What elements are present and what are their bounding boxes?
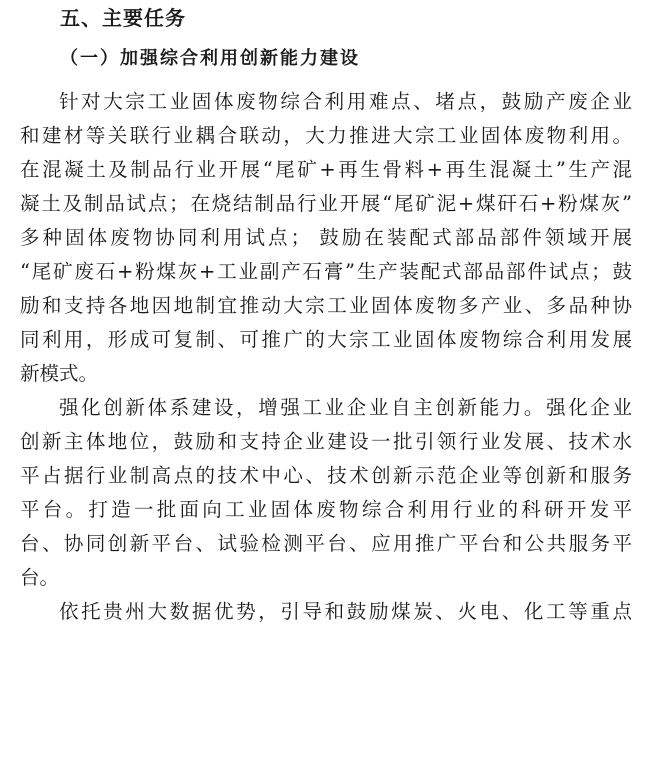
- text-line: “尾矿废石+粉煤灰+工业副产石膏”生产装配式部品部件试点；鼓: [20, 260, 632, 283]
- paragraph-2: [20, 391, 632, 595]
- text-line: 多种固体废物协同利用试点； 鼓励在装配式部品部件领域开展: [20, 226, 632, 249]
- text-line: 台。: [20, 566, 60, 589]
- paragraph-3: [20, 595, 632, 629]
- text-line: 凝土及制品试点；在烧结制品行业开展“尾矿泥+煤矸石+粉煤灰”: [20, 192, 632, 215]
- text-line: 同利用，形成可复制、可推广的大宗工业固体废物综合利用发展: [20, 328, 632, 351]
- document-body: [20, 85, 632, 629]
- text-line: 台、协同创新平台、试验检测平台、应用推广平台和公共服务平: [20, 532, 632, 555]
- text-line: 依托贵州大数据优势，引导和鼓励煤炭、火电、化工等重点: [59, 600, 632, 623]
- text-line: 励和支持各地因地制宜推动大宗工业固体废物多产业、多品种协: [20, 294, 632, 317]
- subsection-heading: （一）加强综合利用创新能力建设: [60, 48, 360, 69]
- section-heading: 五、主要任务: [60, 6, 186, 30]
- text-line: 平占据行业制高点的技术中心、技术创新示范企业等创新和服务: [20, 464, 632, 487]
- paragraph-1: [20, 85, 632, 391]
- text-line: 新模式。: [20, 362, 99, 385]
- text-line: 平台。打造一批面向工业固体废物综合利用行业的科研开发平: [20, 498, 632, 521]
- text-line: 创新主体地位，鼓励和支持企业建设一批引领行业发展、技术水: [20, 430, 632, 453]
- text-line: 和建材等关联行业耦合联动，大力推进大宗工业固体废物利用。: [20, 124, 632, 147]
- text-line: 强化创新体系建设，增强工业企业自主创新能力。强化企业: [59, 396, 632, 419]
- text-line: 针对大宗工业固体废物综合利用难点、堵点，鼓励产废企业: [59, 90, 632, 113]
- text-line: 在混凝土及制品行业开展“尾矿+再生骨料+再生混凝土”生产混: [20, 158, 632, 181]
